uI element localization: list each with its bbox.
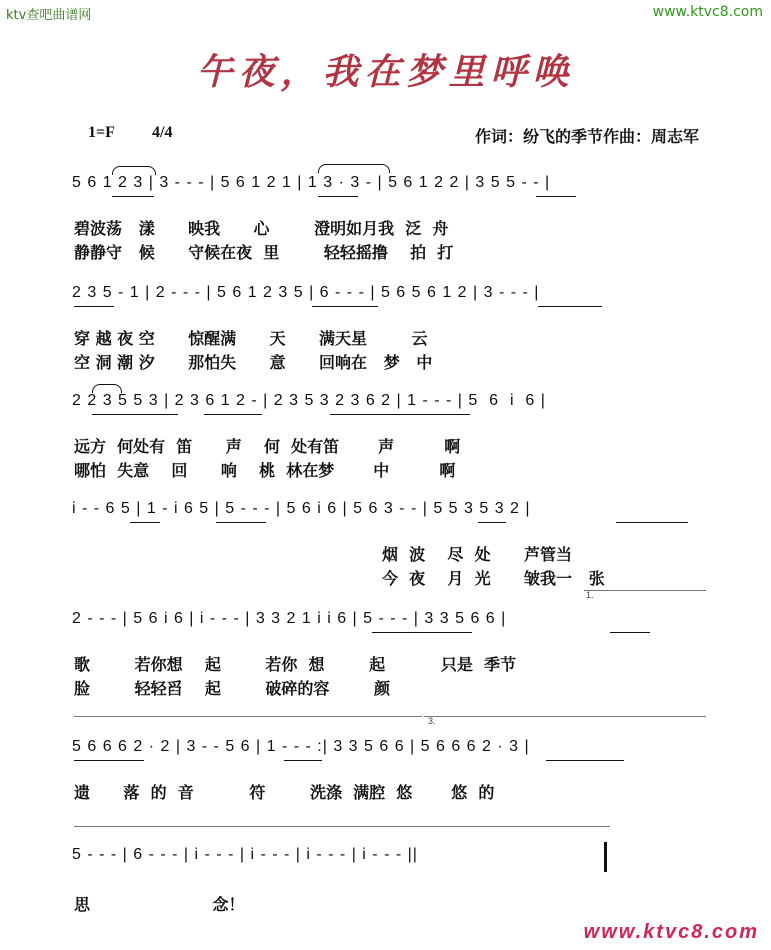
note-underline: [478, 522, 506, 523]
lyrics-row-5-verse-1: 歌 若你想 起 若你 想 起 只是 季节: [74, 655, 516, 674]
lyrics-row-6-verse-1: 遗 落 的 音 符 洗涤 满腔 悠 悠 的: [74, 783, 495, 802]
note-underline: [74, 760, 144, 761]
note-underline: [92, 414, 178, 415]
notes-row-4: i - - 6 5 | 1 - i 6 5 | 5 - - - | 5 6 i 6 | 5 6 3 - - | 5 5 3 5 3 2 |: [72, 500, 531, 517]
notes-row-1: 5 6 1 2 3 | 3 - - - | 5 6 1 2 1 | 1 3 · 3 - | 5 6 1 2 2 | 3 5 5 - - |: [72, 174, 551, 191]
time-signature: 4/4: [152, 124, 173, 141]
song-title: 午夜，我在梦里呼唤: [196, 51, 575, 93]
watermark-left: ktv查吧曲谱网: [6, 8, 92, 23]
slur: [112, 166, 156, 175]
note-underline: [538, 306, 602, 307]
volta-bracket-3: [424, 716, 706, 717]
lyrics-row-4-verse-1: 烟 波 尽 处 芦管当: [382, 545, 572, 564]
note-underline: [318, 196, 358, 197]
volta-bracket-4: [74, 826, 610, 827]
key-signature: 1=F: [88, 124, 115, 141]
note-underline: [312, 306, 378, 307]
lyrics-row-3-verse-2: 哪怕 失意 回 响 桃 林在梦 中 啊: [74, 461, 456, 480]
lyrics-row-4-verse-2: 今 夜 月 光 皱我一 张: [382, 569, 605, 588]
notes-row-2: 2 3 5 - 1 | 2 - - - | 5 6 1 2 3 5 | 6 - - - | 5 6 5 6 1 2 | 3 - - - |: [72, 284, 540, 301]
note-underline: [616, 522, 688, 523]
notes-row-3: 2 2 3 5 5 3 | 2 3 6 1 2 - | 2 3 5 3 2 3 6 2 | 1 - - - | 5 6 i 6 |: [72, 392, 546, 409]
final-barline: [604, 842, 607, 872]
note-underline: [216, 522, 266, 523]
footer-watermark: www.ktvc8.com: [583, 921, 759, 943]
slur: [318, 164, 390, 173]
lyrics-row-5-verse-2: 脸 轻轻舀 起 破碎的容 颜: [74, 679, 390, 698]
lyrics-row-1-verse-2: 静静守 候 守候在夜 里 轻轻摇撸 拍 打: [74, 243, 454, 262]
note-underline: [204, 414, 262, 415]
note-underline: [74, 306, 114, 307]
note-underline: [112, 196, 154, 197]
note-underline: [130, 522, 160, 523]
note-underline: [610, 632, 650, 633]
note-underline: [372, 632, 472, 633]
notes-row-5: 2 - - - | 5 6 i 6 | i - - - | 3 3 2 1 i i 6 | 5 - - - | 3 3 5 6 6 |: [72, 610, 507, 627]
note-underline: [330, 414, 470, 415]
lyrics-row-3-verse-1: 远方 何处有 笛 声 何 处有笛 声 啊: [74, 437, 461, 456]
slur: [92, 384, 122, 393]
notes-row-6: 5 6 6 6 2 · 2 | 3 - - 5 6 | 1 - - - :| 3 3 5 6 6 | 5 6 6 6 2 · 3 |: [72, 738, 530, 755]
note-underline: [284, 760, 322, 761]
lyrics-row-2-verse-1: 穿 越 夜 空 惊醒满 天 满天星 云: [74, 329, 428, 348]
note-underline: [546, 760, 624, 761]
volta-bracket-2: [74, 716, 422, 717]
credits: 作词：纷飞的季节作曲：周志军: [474, 129, 699, 146]
volta-bracket-1: [584, 590, 706, 591]
lyrics-row-2-verse-2: 空 洞 潮 汐 那怕失 意 回响在 梦 中: [74, 353, 433, 372]
volta-label-2: 3.: [428, 716, 436, 726]
lyrics-row-7-verse-1: 思 念！: [74, 895, 245, 914]
notes-row-7: 5 - - - | 6 - - - | i - - - | i - - - | i - - - | i - - - ||: [72, 846, 418, 863]
watermark-right: www.ktvc8.com: [652, 4, 763, 20]
note-underline: [536, 196, 576, 197]
volta-label-1: 1.: [586, 590, 594, 600]
lyrics-row-1-verse-1: 碧波荡 漾 映我 心 澄明如月我 泛 舟: [74, 219, 449, 238]
